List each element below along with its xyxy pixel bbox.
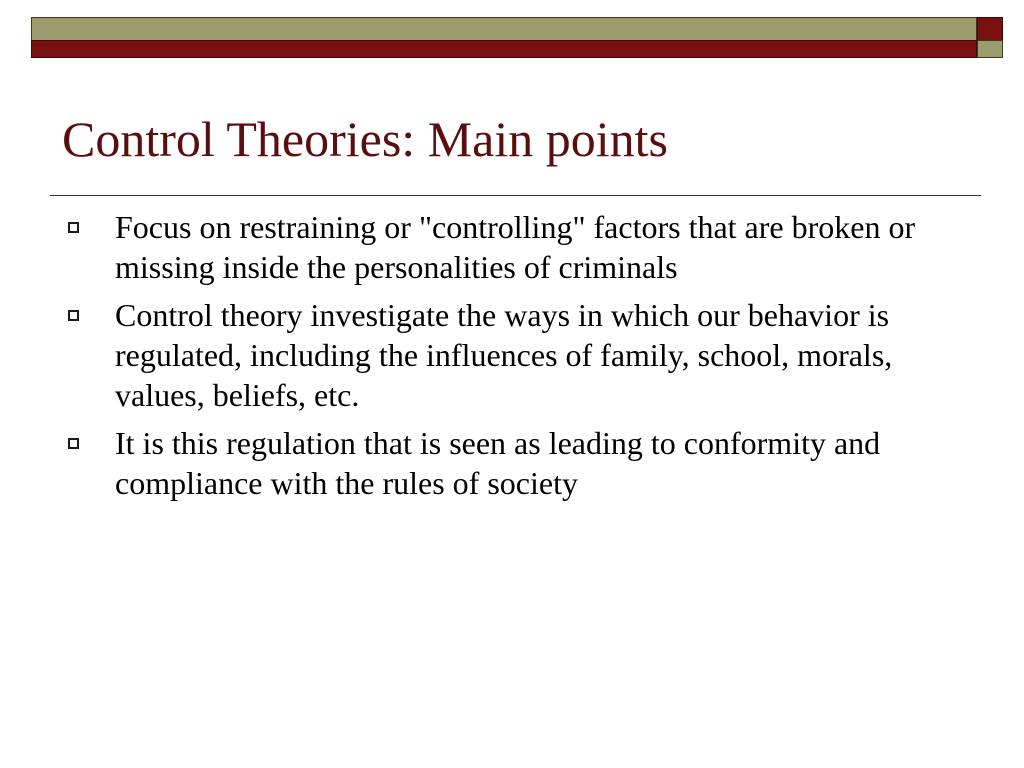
header-square-maroon	[977, 17, 1003, 41]
bullet-item	[62, 295, 942, 415]
bullet-list	[62, 207, 942, 511]
bullet-text: It is this regulation that is seen as leading to conformity and compliance with the rules of society	[115, 425, 881, 501]
bullet-item	[62, 207, 942, 287]
hollow-square-icon	[68, 438, 79, 449]
hollow-square-icon	[68, 222, 79, 233]
header-bar-maroon	[31, 40, 977, 58]
bullet-item	[62, 423, 942, 503]
title-divider	[50, 195, 981, 196]
bullet-text: Control theory investigate the ways in which our behavior is regulated, including the influences of family, school, morals, values, beliefs, etc.	[115, 297, 893, 413]
hollow-square-icon	[68, 310, 79, 321]
bullet-text: Focus on restraining or "controlling" factors that are broken or missing inside the personalities of criminals	[115, 209, 916, 285]
header-bar-olive	[31, 17, 977, 41]
header-square-olive	[977, 40, 1003, 58]
slide-title: Control Theories: Main points	[62, 111, 668, 167]
